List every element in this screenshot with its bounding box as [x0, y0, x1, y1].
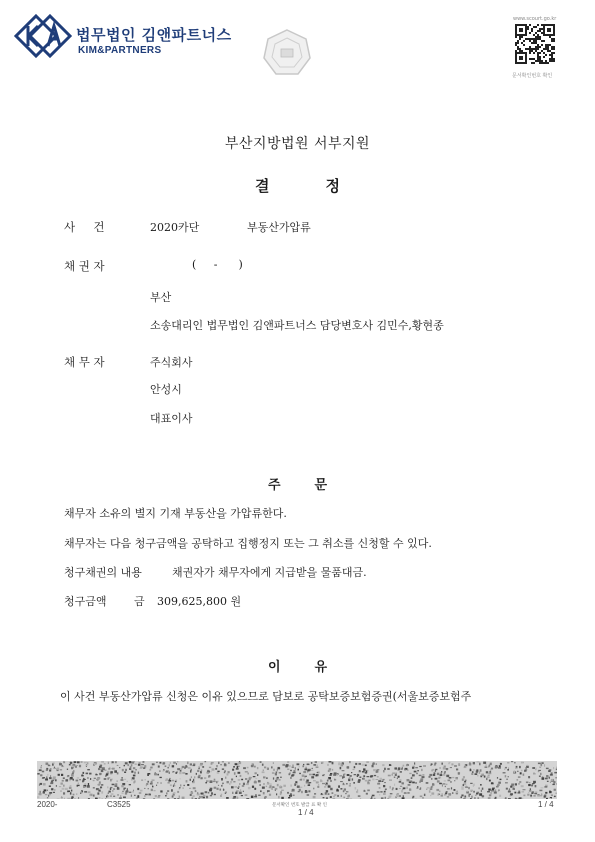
qr-code-icon [515, 24, 555, 64]
order-heading-char-1: 주 [267, 478, 281, 493]
amount-value: 309,625,800 원 [157, 595, 242, 608]
creditor-id: ( - ) [192, 258, 243, 271]
footer-page-right: 1 / 4 [538, 800, 554, 809]
debtor-label: 채 무 자 [64, 355, 105, 369]
court-name: 부산지방법원 서부지원 [224, 136, 371, 152]
claim-text: 채권자가 채무자에게 지급받을 물품대금. [172, 566, 367, 579]
footer-case-code: C3525 [107, 800, 131, 809]
creditor-label: 채 권 자 [64, 259, 105, 273]
court-emblem-icon [262, 28, 312, 78]
amount-prefix: 금 [134, 595, 145, 608]
debtor-company: 주식회사 [150, 356, 193, 369]
reason-text: 이 사건 부동산가압류 신청은 이유 있으므로 담보로 공탁보증보험증권(서울보증보험주 [60, 690, 472, 703]
document-title-char-1: 결 [255, 177, 270, 195]
qr-url: www.scourt.go.kr [513, 16, 557, 22]
reason-heading-char-1: 이 [267, 660, 281, 675]
case-name: 부동산가압류 [247, 221, 311, 234]
order-line-1: 채무자 소유의 별지 기재 부동산을 가압류한다. [64, 507, 287, 520]
footer-center-small: 문서확인 번호 발급 표 확 인 [272, 803, 327, 808]
debtor-address: 안성시 [150, 383, 182, 396]
document-title-char-2: 정 [325, 177, 340, 195]
reason-heading [0, 656, 595, 675]
firm-name-korean: 법무법인 김앤파트너스 [76, 26, 232, 44]
debtor-representative: 대표이사 [150, 412, 193, 425]
amount-label: 청구금액 [64, 595, 107, 608]
order-line-2: 채무자는 다음 청구금액을 공탁하고 집행정지 또는 그 취소를 신청할 수 있다. [64, 537, 432, 550]
creditor-address: 부산 [150, 291, 172, 304]
claim-label: 청구채권의 내용 [64, 566, 142, 579]
qr-caption: 문서확인번호 확인 [512, 73, 553, 79]
creditor-agent: 소송대리인 법무법인 김앤파트너스 담당변호사 김민수,황현종 [150, 319, 444, 332]
order-heading [0, 474, 595, 493]
security-pattern-strip [37, 761, 557, 799]
case-label: 사 건 [64, 220, 105, 234]
footer-left-number: 2020- [37, 800, 58, 809]
firm-name-english: KIM&PARTNERS [78, 45, 162, 56]
firm-logo-icon [14, 14, 72, 58]
footer-page-center: 1 / 4 [298, 808, 314, 817]
order-heading-char-2: 문 [314, 478, 328, 493]
document-title [0, 175, 595, 196]
case-number: 2020카단 [150, 221, 200, 234]
reason-heading-char-2: 유 [314, 660, 328, 675]
